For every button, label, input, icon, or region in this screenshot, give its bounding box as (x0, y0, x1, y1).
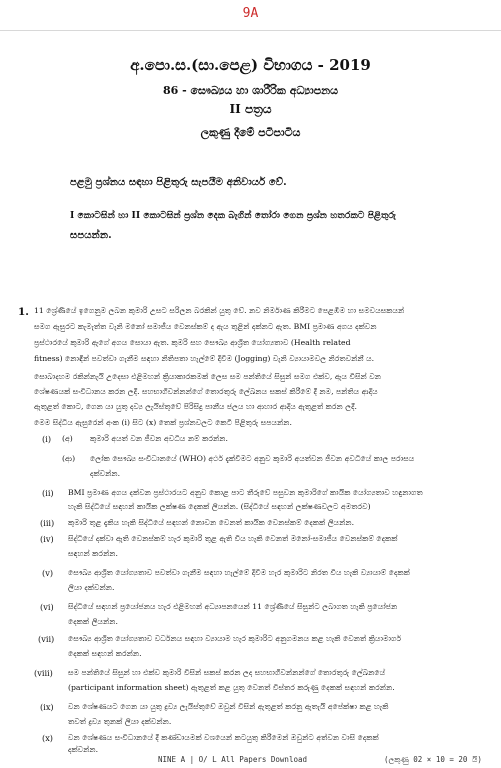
footer-marks: (ලකුණු 02 × 10 = 20 යි) (384, 755, 482, 764)
site-tag: 9A (242, 6, 259, 21)
sub-question-number: (vii) (38, 634, 55, 644)
intro-line: සොබාදහම රකින්නැයි උදෙසා එළිමහන් ක්‍රියාකාරකමක් ලෙස සම පන්තියේ සිසුන් සමග එක්ව, ඇය විසින් වන (34, 372, 381, 381)
instruction-choose: I කොටසින් හා II කොටසින් ප්‍රශ්න දෙක බැගින් තෝරා ගෙන ප්‍රශ්න හතරකට පිළිතුරු (70, 210, 397, 221)
sub-question-text: දක්වන්න. (90, 469, 121, 478)
sub-question-text: තවත් ද්‍රව්‍ය තුනක් ලියා දක්වන්න. (68, 717, 172, 726)
sub-question-text: සිද්ධියේ දක්වා ඇති වෙනස්කම් හැර කුමාරි තුළ ඇති විය හැකි වෙනත් මනෝ-සමාජීය වෙනස්කම් දෙකක් (68, 534, 398, 543)
instruction-compulsory: පළමු ප්‍රශ්නය සඳහා පිළිතුරු සැපයීම අනිවාර්ය වේ. (70, 176, 287, 188)
sub-question-text: වන ශේෂණය සංවිධානයේ දී කණ්ඩායමක් වශයෙන් කටයුතු කිරීමෙන් ඔවුන්ට අත්වන වාසි දෙකක් (68, 733, 379, 742)
sub-question-text: සිද්ධියේ සඳහන් ප්‍රයෝජනය හැර එළිමහන් අධ්‍යාපනයෙන් 11 ශ්‍රේණියේ සිසුන්ට ලබාගත හැකි ප්‍රයෝජන (68, 602, 398, 611)
sub-question-number: (ii) (42, 488, 54, 498)
sub-question-text: දෙකක් සඳහන් කරන්න. (68, 649, 142, 658)
sub-question-text: ලෝක සෞඛ්‍ය සංවිධානයේ (WHO) අර්ථ දැක්වීමට අනුව කුමාරි අයත්වන ජීවන අවධියේ කාල පරාසය (90, 454, 415, 463)
sub-question-text: සම පන්තියේ සිසුන් හා එක්ව කුමාරි විසින් සකස් කරන ලද සහභාගිවන්නන්ගේ තොරතුරු ලේඛනයේ (68, 668, 386, 677)
intro-line: fitness) නොඳින් පවත්වා ගැනීම සඳහා නිතිපතා හැල්මේ දිවීම (Jogging) වැනි ව්‍යායාමවල නිරතවන්නී ය. (34, 354, 375, 363)
intro-line: ශේෂණයක් සංවිධානය කරන ලදී. සහභාගිවන්නන්ගේ තොරතුරු ලේඛනය සකස් කිරීමේ දී නම, පන්තිය ආදිය (34, 387, 378, 396)
sub-question-number: (x) (42, 733, 54, 743)
question-prompt: මෙම සිද්ධිය ඇසුරෙන් අංක (i) සිට (x) තෙක් ප්‍රශ්නවලට කෙටි පිළිතුරු සපයන්න. (34, 418, 292, 427)
intro-line: ඇතුළත් කොට, ගෙන යා යුතු දව්‍ය ලැයිස්තුවේ පිරිසිදු පානීය ජලය හා ආහාර ආදිය ඇතුළත් කරන ලදී. (34, 402, 357, 411)
sub-question-text: දෙකක් ලියන්න. (68, 617, 118, 626)
sub-question-number: (v) (42, 568, 54, 578)
instruction-answer: සපයන්න. (70, 229, 112, 241)
sub-question-number: (iii) (40, 518, 55, 528)
sub-question-number: (iv) (40, 534, 54, 544)
intro-line: සමග ඇසුරට කැමැත්ත වැනි මනෝ සමාජීය වෙනස්කම් ද ඇය තුළින් දක්නට ඇත. BMI ප්‍රමාණ අගය දක්වන (34, 322, 377, 331)
top-bar (0, 0, 501, 31)
sub-question-text: සඳහන් කරන්න. (68, 549, 118, 558)
sub-question-number: (ix) (40, 702, 54, 712)
sub-question-letter: (ආ) (62, 454, 76, 463)
sub-question-number: (viii) (34, 668, 53, 678)
sub-question-number: (i) (42, 434, 52, 444)
paper-title: II පත්‍රය (229, 102, 272, 116)
sub-question-letter: (අ) (62, 434, 73, 443)
subject-title: 86 - සෞඛ්‍යය හා ශාරීරික අධ්‍යාපනය (162, 84, 338, 97)
sub-question-text: කුමාරි තුළ දැකිය හැකි සිද්ධියේ සඳහන් නොවන වෙනත් කායික වෙනස්කම් දෙකක් ලියන්න. (68, 518, 355, 527)
sub-question-number: (vi) (40, 602, 54, 612)
sub-question-text: සෞඛ්‍ය ආශ්‍රිත යෝග්‍යතාව පවත්වා ගැනීම සඳහා හැල්මේ දිවීම හැර කුමාරිට නිරත විය හැකි ව්‍යායාම් දෙකක් (68, 568, 410, 577)
sub-question-text: (participant information sheet) ඇතුළත් කළ යුතු වෙනත් විස්තර කරුණු දෙකක් සඳහන් කරන්න. (68, 683, 395, 692)
exam-title: අ.පො.ස.(සා.පෙළ) විභාගය - 2019 (130, 56, 371, 74)
sub-question-text: හැකි සිද්ධියේ සඳහන් කායික ලක්ෂණ දෙකක් ලියන්න. (සිද්ධියේ සඳහන් ලක්ෂණවලට අමතරව) (68, 502, 371, 511)
sub-question-text: වන ශේෂණයට ගෙන යා යුතු ද්‍රව්‍ය ලැයිස්තුවේ ඔවුන් විසින් ඇතුළත් කරනු ඇතැයි අපේක්ෂා කළ හැකි (68, 702, 389, 711)
footer-source: NINE A | O/ L All Papers Download (158, 755, 308, 764)
marking-scheme-title: ලකුණු දීමේ පටිපාටිය (200, 126, 301, 139)
sub-question-text: දක්වන්න. (68, 745, 99, 754)
intro-line: 11 ශ්‍රේණියේ ඉගෙනුම ලබන කුමාරි උසට සරිලන බරකින් යුතු වේ. නව නිර්මාණ කිරීමට පෙළඹීම හා සමවයසකයන් (34, 306, 405, 315)
sub-question-text: සෞඛ්‍ය ආශ්‍රිත යෝග්‍යතාව වර්ධනය සඳහා ව්‍යායාම හැර කුමාරිට අනුගමනය කළ හැකි වෙනත් ක්‍රියාමාර්ග (68, 634, 402, 643)
sub-question-text: කුමාරි අයත් වන ජීවන අවධිය නම් කරන්න. (90, 434, 228, 443)
sub-question-text: BMI ප්‍රමාණ අගය දක්වන ප්‍රස්ථාරයට අනුව කොළ පාට තීරුවේ පසුවන කුමාරිගේ කායික යෝග්‍යතාව හඳුනාගත (68, 488, 423, 497)
question-number: 1. (18, 306, 29, 318)
sub-question-text: ලියා දක්වන්න. (68, 583, 115, 592)
intro-line: ප්‍රස්ථාරයේ කුමාරි ඇගේ අගය සොයා ඇත. කුමරි සහ සෞඛ්‍ය ආශ්‍රිත යෝග්‍යතාව (Health related (34, 338, 351, 347)
